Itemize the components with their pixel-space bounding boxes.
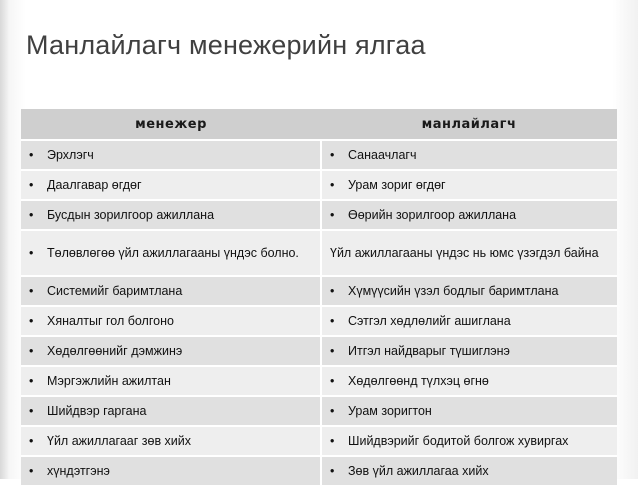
manager-cell <box>21 396 321 426</box>
leader-cell <box>321 426 617 456</box>
table-row <box>21 200 617 230</box>
table-row <box>21 456 617 486</box>
bullet-icon: • <box>29 314 34 328</box>
manager-trait: Үйл ажиллагааг зөв хийх <box>47 434 192 448</box>
leader-trait: Зөв үйл ажиллагаа хийх <box>348 464 489 478</box>
leader-trait: Шийдвэрийг бодитой болгож хувиргах <box>348 434 569 448</box>
bullet-icon: • <box>29 148 34 162</box>
manager-trait: Системийг баримтлана <box>47 284 183 298</box>
table-row <box>21 336 617 366</box>
manager-cell <box>21 276 321 306</box>
manager-cell <box>21 426 321 456</box>
bullet-icon: • <box>330 344 335 358</box>
bullet-icon: • <box>330 404 335 418</box>
slide-title: Манлайлагч менежерийн ялгаа <box>26 30 426 60</box>
leader-trait: Итгэл найдварыг түшиглэнэ <box>348 344 510 358</box>
bullet-icon: • <box>29 246 34 260</box>
leader-trait: Сэтгэл хөдлөлийг ашиглана <box>348 314 511 328</box>
manager-trait: Хөдөлгөөнийг дэмжинэ <box>47 344 183 358</box>
bullet-icon: • <box>29 344 34 358</box>
manager-cell <box>21 306 321 336</box>
bullet-icon: • <box>330 434 335 448</box>
bullet-icon: • <box>330 178 335 192</box>
manager-cell <box>21 200 321 230</box>
bullet-icon: • <box>29 434 34 448</box>
bullet-icon: • <box>330 208 335 222</box>
leader-cell <box>321 170 617 200</box>
table-row <box>21 306 617 336</box>
leader-trait: Үйл ажиллагааны үндэс нь юмс үзэгдэл байна <box>330 246 599 260</box>
manager-cell <box>21 140 321 170</box>
leader-trait: Санаачлагч <box>348 148 417 162</box>
manager-cell <box>21 230 321 276</box>
table-row <box>21 276 617 306</box>
slide-edge-shadow <box>0 0 9 479</box>
leader-trait: Хүмүүсийн үзэл бодлыг баримтлана <box>348 284 559 298</box>
bullet-icon: • <box>330 284 335 298</box>
leader-cell <box>321 336 617 366</box>
leader-cell <box>321 456 617 486</box>
leader-trait: Өөрийн зорилгоор ажиллана <box>348 208 517 222</box>
bullet-icon: • <box>330 464 335 478</box>
leader-cell <box>321 366 617 396</box>
manager-trait: Эрхлэгч <box>47 148 94 162</box>
leader-cell <box>321 200 617 230</box>
table-header-row <box>21 109 617 140</box>
table-row <box>21 396 617 426</box>
leader-cell <box>321 276 617 306</box>
leader-cell <box>321 396 617 426</box>
manager-trait: Бусдын зорилгоор ажиллана <box>47 208 215 222</box>
header-leader: манлайлагч <box>321 109 617 140</box>
bullet-icon: • <box>330 374 335 388</box>
manager-trait: хүндэтгэнэ <box>47 464 110 478</box>
manager-cell <box>21 170 321 200</box>
table-row <box>21 366 617 396</box>
bullet-icon: • <box>29 404 34 418</box>
bullet-icon: • <box>29 464 34 478</box>
leader-trait: Хөдөлгөөнд түлхэц өгнө <box>348 374 489 388</box>
leader-cell <box>321 140 617 170</box>
manager-cell <box>21 336 321 366</box>
bullet-icon: • <box>29 284 34 298</box>
bullet-icon: • <box>330 148 335 162</box>
bullet-icon: • <box>29 178 34 192</box>
manager-trait: Төлөвлөгөө үйл ажиллагааны үндэс болно. <box>47 246 299 260</box>
leader-cell <box>321 230 617 276</box>
manager-cell <box>21 366 321 396</box>
manager-trait: Шийдвэр гаргана <box>47 404 147 418</box>
manager-trait: Даалгавар өгдөг <box>47 178 142 192</box>
table-row <box>21 140 617 170</box>
table-row <box>21 426 617 456</box>
table-row <box>21 170 617 200</box>
bullet-icon: • <box>29 374 34 388</box>
manager-cell <box>21 456 321 486</box>
manager-trait: Хяналтыг гол болгоно <box>47 314 174 328</box>
leader-trait: Урам зориг өгдөг <box>348 178 446 192</box>
bullet-icon: • <box>29 208 34 222</box>
table-row <box>21 230 617 276</box>
leader-trait: Урам зоригтон <box>348 404 432 418</box>
manager-trait: Мэргэжлийн ажилтан <box>47 374 171 388</box>
header-manager: менежер <box>21 109 321 140</box>
bullet-icon: • <box>330 314 335 328</box>
comparison-table <box>21 109 617 487</box>
leader-cell <box>321 306 617 336</box>
